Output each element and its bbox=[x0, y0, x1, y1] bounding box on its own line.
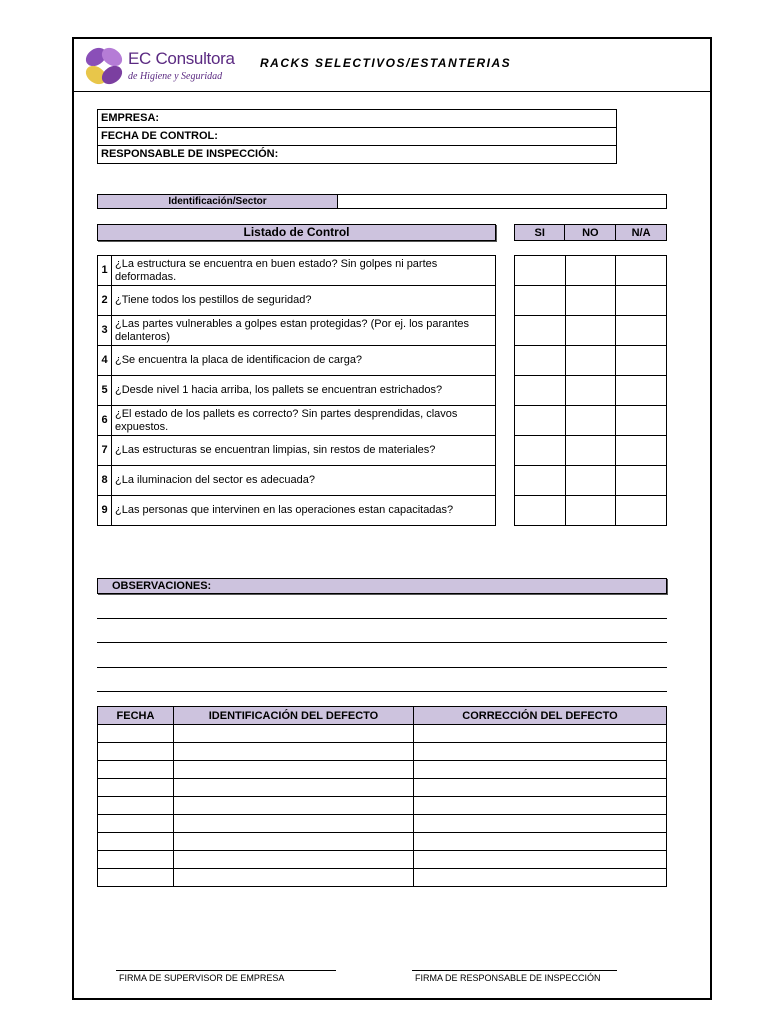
answer-si[interactable] bbox=[515, 496, 566, 526]
defect-correction-cell[interactable] bbox=[414, 833, 667, 851]
defect-date-cell[interactable] bbox=[98, 797, 174, 815]
defect-id-cell[interactable] bbox=[174, 725, 414, 743]
inspector-field[interactable]: RESPONSABLE DE INSPECCIÓN: bbox=[98, 146, 617, 164]
defect-id-cell[interactable] bbox=[174, 743, 414, 761]
observation-line[interactable] bbox=[97, 642, 667, 643]
defects-header-correction: CORRECCIÓN DEL DEFECTO bbox=[414, 707, 667, 725]
question-number: 3 bbox=[98, 316, 112, 346]
answer-na[interactable] bbox=[616, 496, 667, 526]
answer-no[interactable] bbox=[565, 406, 616, 436]
answer-na[interactable] bbox=[616, 376, 667, 406]
inspector-signature-line[interactable] bbox=[412, 970, 617, 971]
defect-date-cell[interactable] bbox=[98, 815, 174, 833]
question-text: ¿La estructura se encuentra en buen estado? Sin golpes ni partes deformadas. bbox=[112, 256, 496, 286]
defect-date-cell[interactable] bbox=[98, 869, 174, 887]
answer-no[interactable] bbox=[565, 436, 616, 466]
defect-date-cell[interactable] bbox=[98, 743, 174, 761]
defect-date-cell[interactable] bbox=[98, 761, 174, 779]
answer-si[interactable] bbox=[515, 406, 566, 436]
answer-si[interactable] bbox=[515, 286, 566, 316]
question-row bbox=[98, 436, 496, 466]
question-text: ¿Se encuentra la placa de identificacion de carga? bbox=[112, 346, 496, 376]
answer-no[interactable] bbox=[565, 286, 616, 316]
defect-date-cell[interactable] bbox=[98, 725, 174, 743]
answer-na[interactable] bbox=[616, 406, 667, 436]
answer-no[interactable] bbox=[565, 496, 616, 526]
answer-no[interactable] bbox=[565, 256, 616, 286]
question-row bbox=[98, 256, 496, 286]
sector-field[interactable] bbox=[97, 194, 667, 209]
question-text: ¿El estado de los pallets es correcto? Sin partes desprendidas, clavos expuestos. bbox=[112, 406, 496, 436]
question-number: 7 bbox=[98, 436, 112, 466]
observation-line[interactable] bbox=[97, 667, 667, 668]
answer-na[interactable] bbox=[616, 286, 667, 316]
document-title: RACKS SELECTIVOS/ESTANTERIAS bbox=[260, 56, 512, 70]
question-text: ¿Las partes vulnerables a golpes estan protegidas? (Por ej. los parantes delanteros) bbox=[112, 316, 496, 346]
defect-correction-cell[interactable] bbox=[414, 725, 667, 743]
defect-date-cell[interactable] bbox=[98, 851, 174, 869]
question-row bbox=[98, 376, 496, 406]
answer-na[interactable] bbox=[616, 346, 667, 376]
defect-correction-cell[interactable] bbox=[414, 743, 667, 761]
table-row bbox=[98, 743, 667, 761]
defect-id-cell[interactable] bbox=[174, 815, 414, 833]
answer-no[interactable] bbox=[565, 376, 616, 406]
question-number: 6 bbox=[98, 406, 112, 436]
defect-date-cell[interactable] bbox=[98, 779, 174, 797]
defect-date-cell[interactable] bbox=[98, 833, 174, 851]
answer-na[interactable] bbox=[616, 316, 667, 346]
defect-correction-cell[interactable] bbox=[414, 815, 667, 833]
defects-table bbox=[97, 706, 667, 887]
observation-line[interactable] bbox=[97, 618, 667, 619]
logo-name: EC Consultora bbox=[128, 49, 235, 68]
control-date-field[interactable]: FECHA DE CONTROL: bbox=[98, 128, 617, 146]
checklist-header: Listado de Control bbox=[97, 224, 496, 241]
answer-header-na: N/A bbox=[616, 225, 667, 241]
answer-si[interactable] bbox=[515, 466, 566, 496]
defect-id-cell[interactable] bbox=[174, 851, 414, 869]
info-table bbox=[97, 109, 617, 164]
question-table bbox=[97, 255, 496, 526]
table-row bbox=[98, 869, 667, 887]
answer-header-no: NO bbox=[565, 225, 616, 241]
header-divider bbox=[72, 91, 712, 92]
supervisor-signature-label: FIRMA DE SUPERVISOR DE EMPRESA bbox=[119, 973, 285, 983]
company-logo bbox=[82, 43, 242, 89]
question-row bbox=[98, 496, 496, 526]
answer-header bbox=[514, 224, 667, 241]
table-row bbox=[98, 815, 667, 833]
question-number: 8 bbox=[98, 466, 112, 496]
question-row bbox=[98, 316, 496, 346]
question-number: 1 bbox=[98, 256, 112, 286]
table-row bbox=[98, 725, 667, 743]
company-field[interactable]: EMPRESA: bbox=[98, 110, 617, 128]
question-text: ¿La iluminacion del sector es adecuada? bbox=[112, 466, 496, 496]
observations-header: OBSERVACIONES: bbox=[97, 578, 667, 594]
defect-id-cell[interactable] bbox=[174, 833, 414, 851]
defects-header-date: FECHA bbox=[98, 707, 174, 725]
table-row bbox=[98, 779, 667, 797]
defect-correction-cell[interactable] bbox=[414, 869, 667, 887]
question-number: 9 bbox=[98, 496, 112, 526]
answer-no[interactable] bbox=[565, 346, 616, 376]
answer-no[interactable] bbox=[565, 466, 616, 496]
answer-na[interactable] bbox=[616, 436, 667, 466]
question-row bbox=[98, 406, 496, 436]
question-row bbox=[98, 286, 496, 316]
defect-id-cell[interactable] bbox=[174, 761, 414, 779]
supervisor-signature-line[interactable] bbox=[116, 970, 336, 971]
table-row bbox=[98, 833, 667, 851]
defect-correction-cell[interactable] bbox=[414, 797, 667, 815]
answer-si[interactable] bbox=[515, 346, 566, 376]
defect-id-cell[interactable] bbox=[174, 797, 414, 815]
answer-si[interactable] bbox=[515, 436, 566, 466]
defect-correction-cell[interactable] bbox=[414, 761, 667, 779]
answer-si[interactable] bbox=[515, 316, 566, 346]
observation-line[interactable] bbox=[97, 691, 667, 692]
defect-id-cell[interactable] bbox=[174, 869, 414, 887]
question-row bbox=[98, 466, 496, 496]
question-row bbox=[98, 346, 496, 376]
question-text: ¿Las personas que intervinen en las operaciones estan capacitadas? bbox=[112, 496, 496, 526]
question-number: 2 bbox=[98, 286, 112, 316]
defect-id-cell[interactable] bbox=[174, 779, 414, 797]
defect-correction-cell[interactable] bbox=[414, 779, 667, 797]
defect-correction-cell[interactable] bbox=[414, 851, 667, 869]
question-text: ¿Tiene todos los pestillos de seguridad? bbox=[112, 286, 496, 316]
table-row bbox=[98, 851, 667, 869]
answer-header-si: SI bbox=[515, 225, 565, 241]
answer-no[interactable] bbox=[565, 316, 616, 346]
question-text: ¿Las estructuras se encuentran limpias, sin restos de materiales? bbox=[112, 436, 496, 466]
flower-logo-icon bbox=[82, 43, 126, 89]
answer-grid bbox=[514, 255, 667, 526]
answer-si[interactable] bbox=[515, 376, 566, 406]
table-row bbox=[98, 797, 667, 815]
defects-header-identification: IDENTIFICACIÓN DEL DEFECTO bbox=[174, 707, 414, 725]
logo-subtitle: de Higiene y Seguridad bbox=[128, 71, 223, 82]
answer-na[interactable] bbox=[616, 256, 667, 286]
question-number: 4 bbox=[98, 346, 112, 376]
question-text: ¿Desde nivel 1 hacia arriba, los pallets se encuentran estrichados? bbox=[112, 376, 496, 406]
question-number: 5 bbox=[98, 376, 112, 406]
table-row bbox=[98, 761, 667, 779]
answer-na[interactable] bbox=[616, 466, 667, 496]
inspector-signature-label: FIRMA DE RESPONSABLE DE INSPECCIÓN bbox=[415, 973, 601, 983]
sector-label: Identificación/Sector bbox=[98, 195, 338, 208]
answer-si[interactable] bbox=[515, 256, 566, 286]
